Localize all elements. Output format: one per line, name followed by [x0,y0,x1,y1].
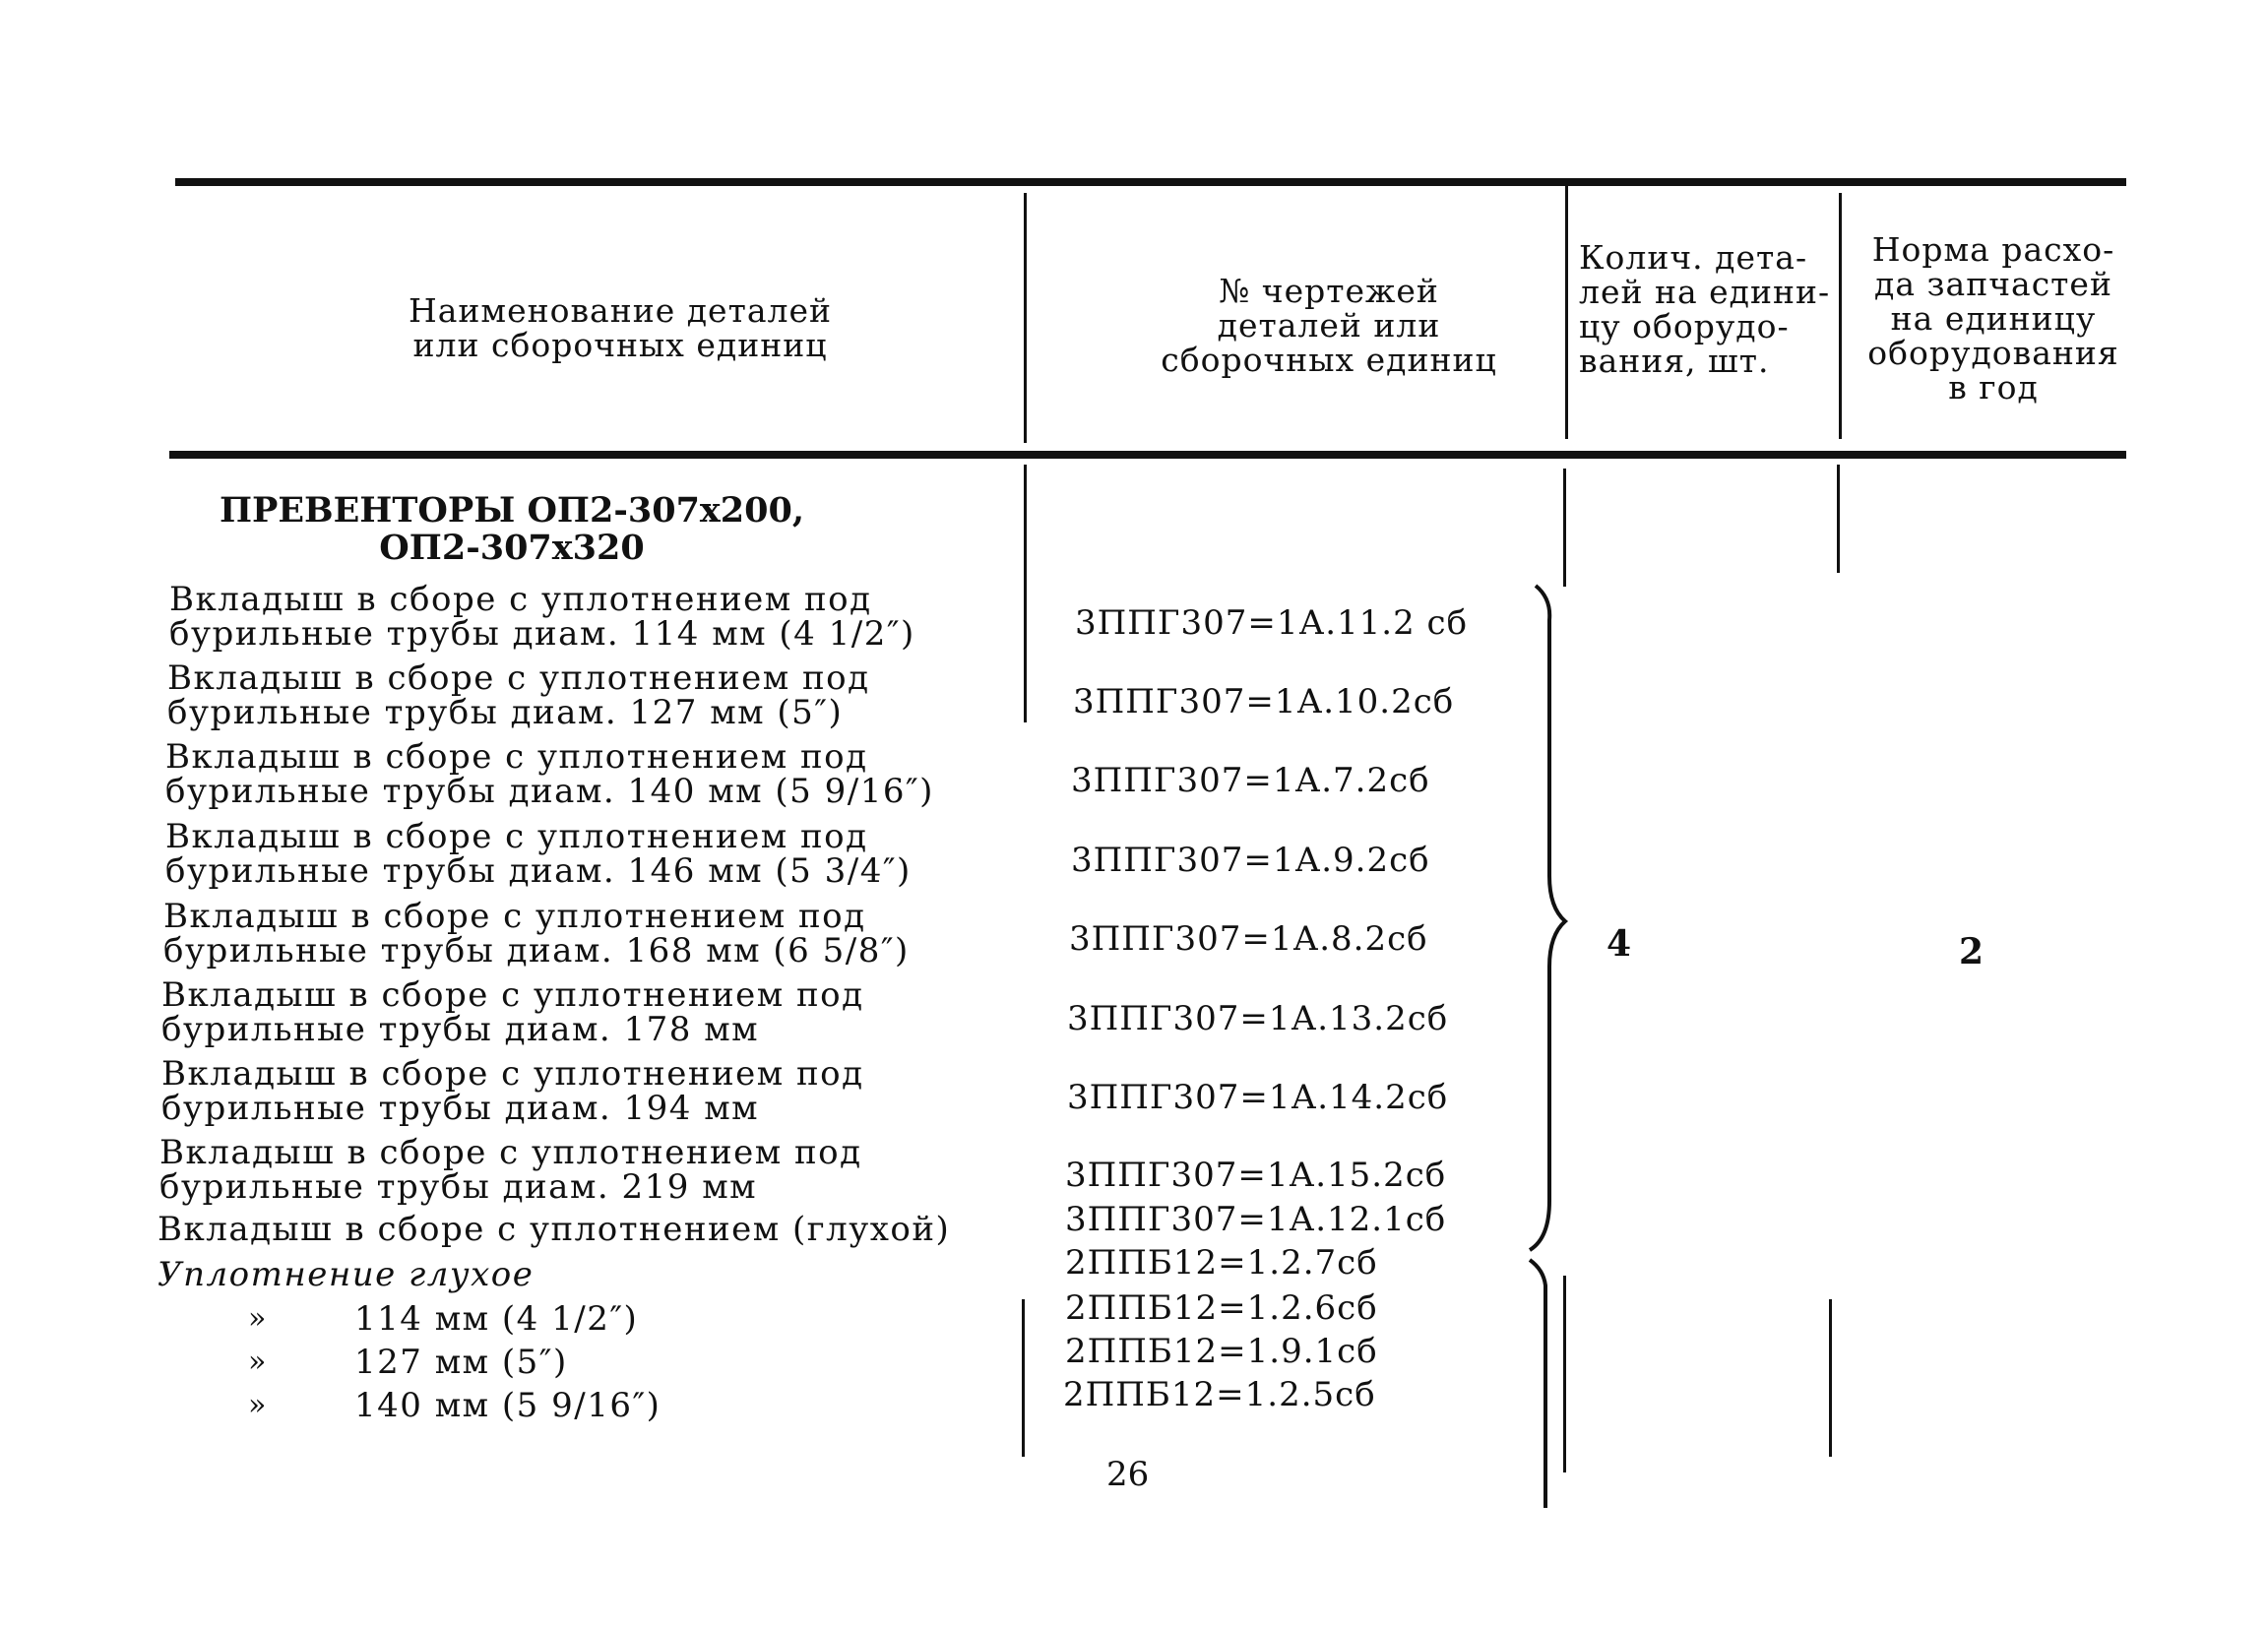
section-title-line: ПРЕВЕНТОРЫ ОП2-307х200, [219,490,805,531]
header-col-name [345,293,896,362]
ditto-mark: » [248,1388,267,1422]
seal-brace-icon [1524,1256,1563,1512]
seal-size-drawing-number: 2ППБ12=1.9.1сб [1065,1332,1378,1371]
top-rule [175,178,2126,186]
header-col-drawing-line: деталей или [1217,306,1441,344]
header-col-name-line: или сборочных единиц [412,326,828,364]
row-drawing-number: 3ППГ307=1А.10.2сб [1073,682,1455,721]
row-drawing-number: 3ППГ307=1А.8.2сб [1069,919,1428,959]
header-divider-2 [1565,183,1568,439]
body-divider-2 [1563,469,1566,587]
header-col-quantity-line: лей на едини- [1579,273,1831,311]
header-col-norm-line: Норма расхо- [1871,230,2115,269]
row-name-line: Вкладыш в сборе с уплотнением под [165,737,868,777]
row-name-line: бурильные трубы диам. 178 мм [161,1010,760,1049]
header-col-drawing [1132,274,1526,377]
body-divider-3b [1829,1299,1832,1457]
header-col-name-line: Наименование деталей [408,291,833,330]
row-name-line: Вкладыш в сборе с уплотнением под [161,975,864,1015]
header-col-drawing-line: № чертежей [1219,272,1439,310]
row-name-line: бурильные трубы диам. 168 мм (6 5/8″) [163,931,910,971]
row-name-line: бурильные трубы диам. 219 мм [159,1167,758,1207]
blind-liner-drawing-number: 3ППГ307=1А.12.1сб [1065,1200,1447,1239]
row-name-line: бурильные трубы диам. 140 мм (5 9/16″) [165,772,934,811]
row-name-line: бурильные трубы диам. 194 мм [161,1089,760,1128]
row-drawing-number: 3ППГ307=1А.15.2сб [1065,1156,1447,1195]
header-col-norm-line: на единицу [1890,299,2097,338]
seal-size-drawing-number: 2ППБ12=1.2.5сб [1063,1375,1376,1414]
body-divider-3 [1837,465,1840,573]
seal-size: 140 мм (5 9/16″) [354,1386,662,1425]
seal-size-drawing-number: 2ППБ12=1.2.6сб [1065,1288,1378,1328]
row-name-line: Вкладыш в сборе с уплотнением под [159,1133,862,1172]
header-col-norm [1851,232,2136,405]
header-bottom-rule [169,451,2126,459]
row-name-line: Вкладыш в сборе с уплотнением под [165,817,868,856]
row-name-line: бурильные трубы диам. 146 мм (5 3/4″) [165,851,912,891]
seal-size: 127 мм (5″) [354,1343,568,1382]
section-title [167,492,856,567]
header-divider-3 [1839,193,1842,439]
header-col-quantity [1579,240,1835,378]
seal-drawing-number: 2ППБ12=1.2.7сб [1065,1243,1378,1283]
ditto-mark: » [248,1345,267,1379]
seal-title: Уплотнение глухое [158,1255,535,1294]
row-drawing-number: 3ППГ307=1А.7.2сб [1071,761,1430,800]
row-name-line: Вкладыш в сборе с уплотнением под [161,1054,864,1094]
header-col-drawing-line: сборочных единиц [1161,341,1497,379]
page-number: 26 [1106,1455,1150,1494]
group-brace-icon [1516,581,1575,1260]
row-drawing-number: 3ППГ307=1А.11.2 сб [1075,603,1469,643]
group-quantity: 4 [1606,923,1632,965]
row-name-line: Вкладыш в сборе с уплотнением под [163,897,866,936]
header-col-norm-line: оборудования [1867,334,2119,372]
row-name-line: бурильные трубы диам. 127 мм (5″) [167,693,844,732]
seal-size: 114 мм (4 1/2″) [354,1299,639,1339]
body-divider-1b [1022,1299,1025,1457]
row-name-line: Вкладыш в сборе с уплотнением под [167,658,870,698]
row-drawing-number: 3ППГ307=1А.13.2сб [1067,999,1449,1038]
row-name-line: Вкладыш в сборе с уплотнением под [169,580,872,619]
group-norm: 2 [1959,931,1984,972]
header-col-quantity-line: Колич. дета- [1579,238,1808,277]
section-title-line: ОП2-307х320 [379,528,645,568]
header-col-quantity-line: цу оборудо- [1579,307,1790,345]
header-col-norm-line: в год [1948,368,2039,407]
body-divider-1 [1024,465,1027,722]
header-col-norm-line: да запчастей [1874,265,2112,303]
header-col-quantity-line: вания, шт. [1579,342,1770,380]
header-divider-1 [1024,193,1027,443]
ditto-mark: » [248,1301,267,1336]
body-divider-2b [1563,1276,1566,1472]
blind-liner-name: Вкладыш в сборе с уплотнением (глухой) [158,1210,951,1249]
row-name-line: бурильные трубы диам. 114 мм (4 1/2″) [169,614,915,654]
row-drawing-number: 3ППГ307=1А.14.2сб [1067,1078,1449,1117]
row-drawing-number: 3ППГ307=1А.9.2сб [1071,841,1430,880]
